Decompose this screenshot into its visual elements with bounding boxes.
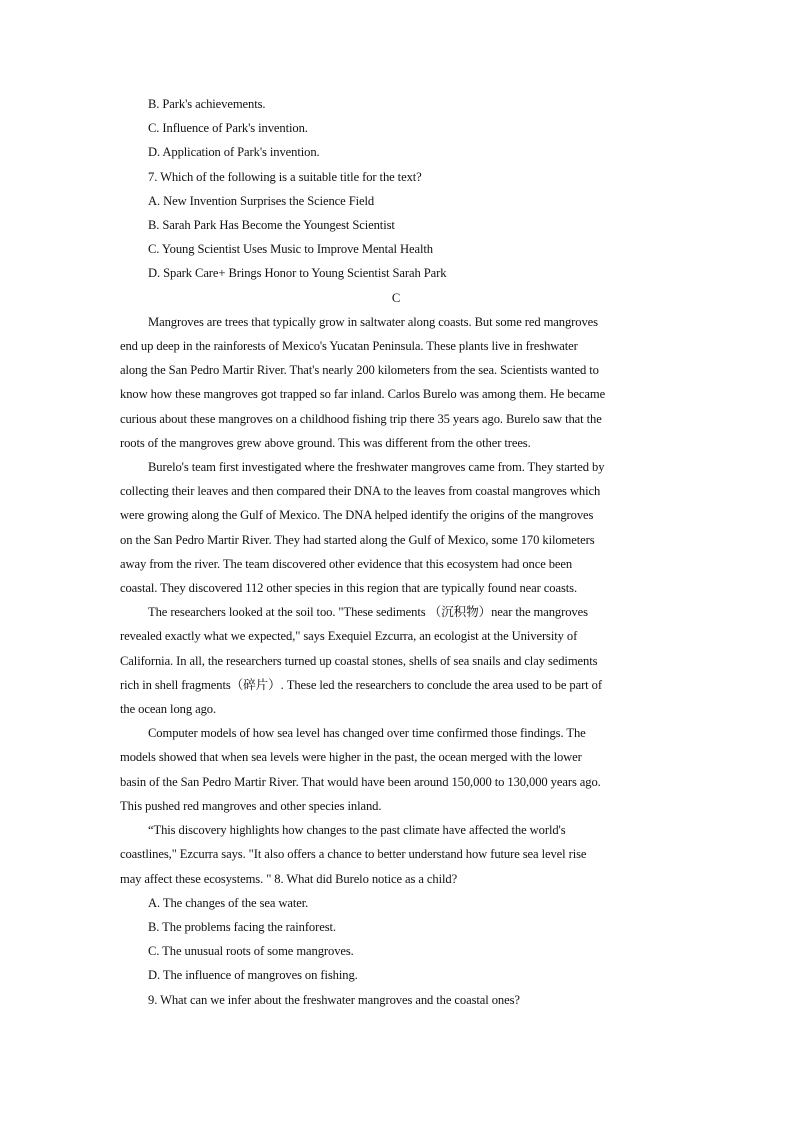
passage-paragraph-4 — [120, 721, 672, 818]
q8-option-d: D. The influence of mangroves on fishing. — [148, 968, 358, 983]
q7-option-d: D. Spark Care+ Brings Honor to Young Scientist Sarah Park — [148, 266, 447, 281]
passage-line: This pushed red mangroves and other species inland. — [120, 798, 382, 813]
passage-line: “This discovery highlights how changes to the past climate have affected the world's — [148, 823, 566, 838]
passage-line: coastal. They discovered 112 other species in this region that are typically found near coasts. — [120, 581, 578, 596]
q6-option-d: D. Application of Park's invention. — [148, 145, 320, 160]
q8-option-c: C. The unusual roots of some mangroves. — [148, 944, 354, 959]
question-7 — [120, 165, 672, 286]
passage-line: along the San Pedro Martir River. That's nearly 200 kilometers from the sea. Scientists wanted to — [120, 363, 599, 378]
q7-option-c: C. Young Scientist Uses Music to Improve Mental Health — [148, 242, 433, 257]
document-page — [120, 92, 672, 1012]
question-8-options — [120, 891, 672, 988]
question-9 — [120, 988, 672, 1012]
section-label: C — [391, 290, 401, 305]
passage-line: California. In all, the researchers turned up coastal stones, shells of sea snails and clay sediments — [120, 653, 598, 668]
q7-option-b: B. Sarah Park Has Become the Youngest Scientist — [148, 218, 395, 233]
passage-line: were growing along the Gulf of Mexico. The DNA helped identify the origins of the mangroves — [120, 508, 594, 523]
q8-option-a: A. The changes of the sea water. — [148, 895, 309, 910]
passage-line: The researchers looked at the soil too. "These sediments （沉积物）near the mangroves — [148, 605, 588, 620]
passage-line: may affect these ecosystems. " 8. What did Burelo notice as a child? — [120, 871, 458, 886]
q6-option-b: B. Park's achievements. — [148, 97, 266, 111]
passage-line: on the San Pedro Martir River. They had started along the Gulf of Mexico, some 170 kilometers — [120, 532, 595, 547]
passage-line: know how these mangroves got trapped so far inland. Carlos Burelo was among them. He became — [120, 387, 606, 402]
passage-paragraph-2 — [120, 455, 672, 600]
q7-option-a: A. New Invention Surprises the Science Field — [148, 193, 375, 208]
passage-paragraph-5 — [120, 818, 672, 891]
passage-line: curious about these mangroves on a childhood fishing trip there 35 years ago. Burelo saw that the — [120, 411, 602, 426]
passage-line: away from the river. The team discovered other evidence that this ecosystem had once been — [120, 556, 573, 571]
q6-option-c: C. Influence of Park's invention. — [148, 121, 308, 136]
q8-option-b: B. The problems facing the rainforest. — [148, 919, 336, 934]
passage-c — [120, 310, 672, 891]
q9-question: 9. What can we infer about the freshwater mangroves and the coastal ones? — [148, 992, 520, 1007]
question-6-options — [120, 92, 672, 165]
passage-line: Mangroves are trees that typically grow in saltwater along coasts. But some red mangroves — [148, 314, 598, 329]
passage-line: roots of the mangroves grew above ground. This was different from the other trees. — [120, 435, 531, 450]
passage-line: collecting their leaves and then compared their DNA to the leaves from coastal mangroves which — [120, 484, 601, 499]
passage-paragraph-3 — [120, 600, 672, 721]
passage-line: coastlines," Ezcurra says. "It also offers a chance to better understand how future sea level rise — [120, 847, 587, 862]
passage-line: the ocean long ago. — [120, 702, 217, 717]
passage-line: end up deep in the rainforests of Mexico's Yucatan Peninsula. These plants live in freshwater — [120, 339, 578, 354]
passage-line: Computer models of how sea level has changed over time confirmed those findings. The — [148, 726, 586, 741]
passage-line: models showed that when sea levels were higher in the past, the ocean merged with the lower — [120, 750, 582, 765]
passage-line: revealed exactly what we expected," says Exequiel Ezcurra, an ecologist at the University of — [120, 629, 578, 644]
passage-paragraph-1 — [120, 310, 672, 455]
passage-line: basin of the San Pedro Martir River. That would have been around 150,000 to 130,000 years ago. — [120, 774, 601, 789]
passage-line: Burelo's team first investigated where the freshwater mangroves came from. They started by — [148, 460, 605, 475]
passage-line: rich in shell fragments（碎片）. These led the researchers to conclude the area used to be part of — [120, 677, 602, 692]
q7-question: 7. Which of the following is a suitable title for the text? — [148, 169, 422, 184]
